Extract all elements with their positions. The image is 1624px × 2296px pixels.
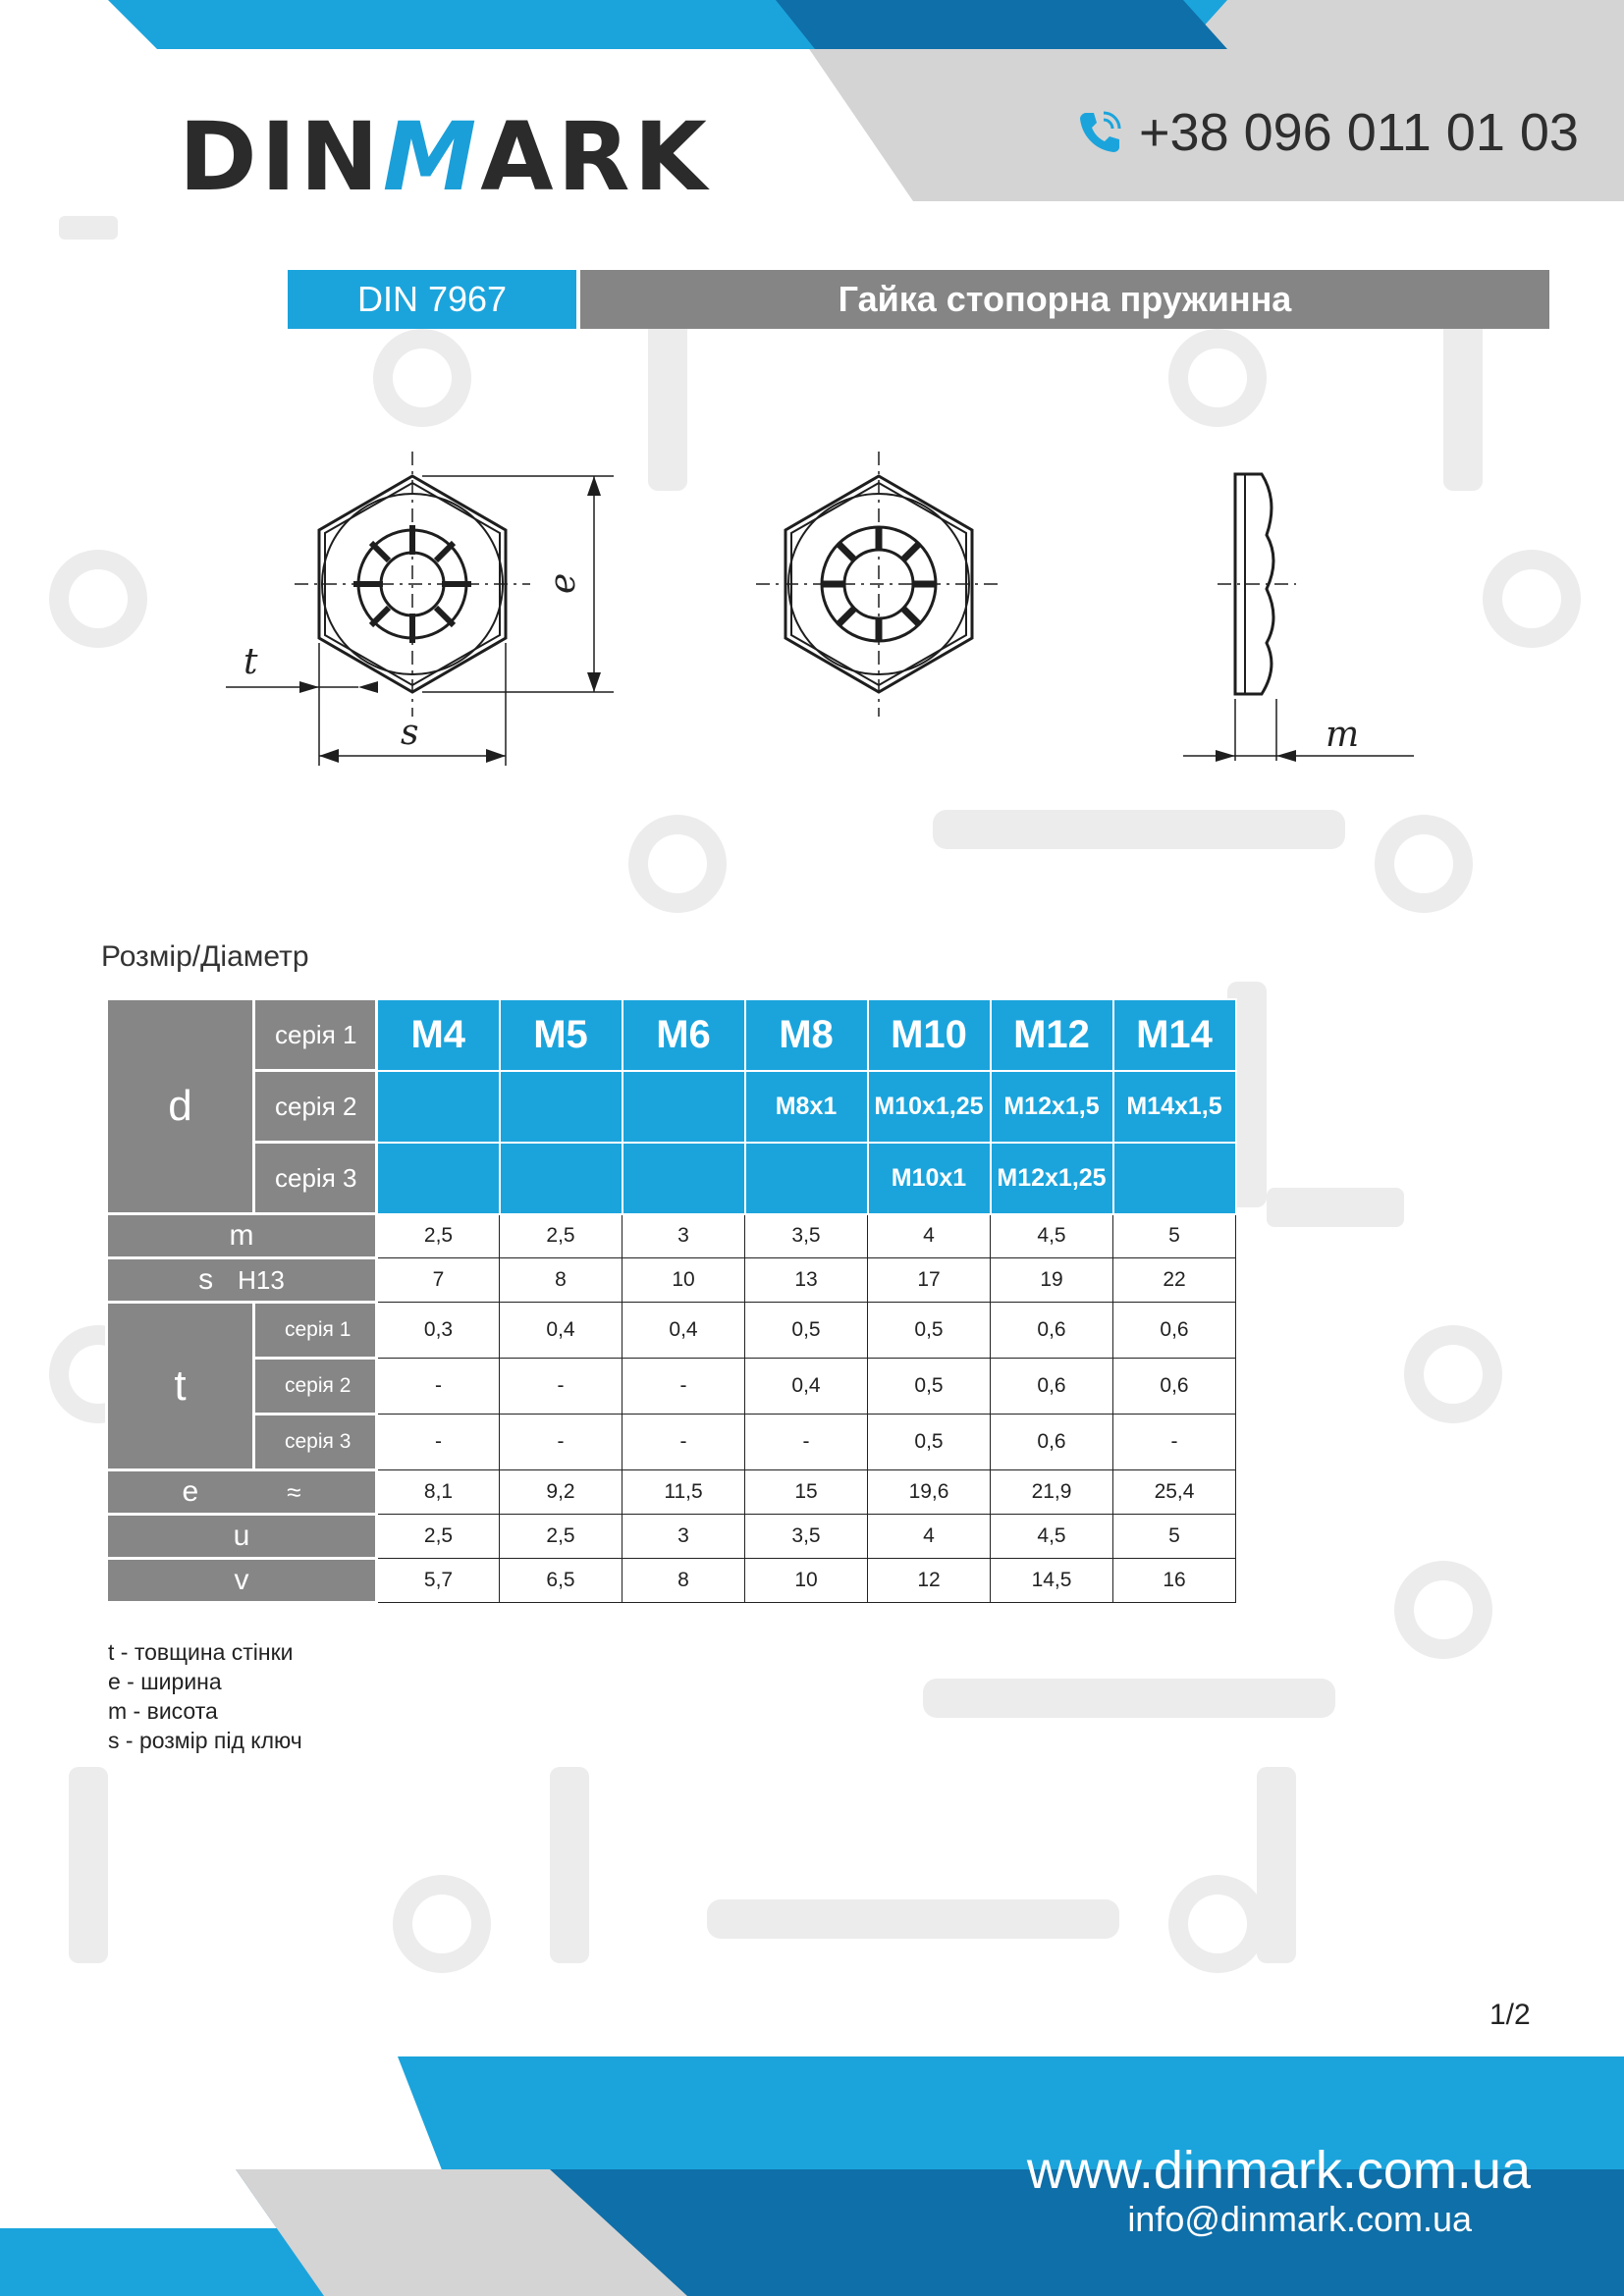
row-t1 <box>107 1303 1236 1359</box>
d-label: d <box>107 999 254 1214</box>
value-cell: 8 <box>500 1258 623 1303</box>
value-cell: 0,4 <box>500 1303 623 1359</box>
m-label: m <box>107 1214 377 1258</box>
value-cell: 3 <box>623 1515 745 1559</box>
row-v <box>107 1559 1236 1603</box>
size-cell: M6 <box>623 999 745 1071</box>
size-cell: M14x1,5 <box>1113 1071 1236 1143</box>
value-cell: 0,5 <box>868 1415 991 1470</box>
series-label: серія 1 <box>254 999 377 1071</box>
size-cell: M12 <box>991 999 1113 1071</box>
value-cell: 19 <box>991 1258 1113 1303</box>
size-cell <box>500 1143 623 1214</box>
u-label: u <box>107 1515 377 1559</box>
series-label: серія 3 <box>254 1143 377 1214</box>
size-cell: M10 <box>868 999 991 1071</box>
value-cell: 9,2 <box>500 1470 623 1515</box>
series-label: серія 3 <box>254 1415 377 1470</box>
value-cell: 0,5 <box>745 1303 868 1359</box>
row-m <box>107 1214 1236 1258</box>
e-label <box>107 1470 377 1515</box>
technical-drawing <box>0 442 1624 795</box>
size-cell: M10x1,25 <box>868 1071 991 1143</box>
row-series-1 <box>107 999 1236 1071</box>
value-cell: 10 <box>623 1258 745 1303</box>
value-cell: 5,7 <box>377 1559 500 1603</box>
website-link[interactable]: www.dinmark.com.ua <box>1026 2141 1531 2200</box>
value-cell: 13 <box>745 1258 868 1303</box>
series-label: серія 2 <box>254 1359 377 1415</box>
size-cell <box>745 1143 868 1214</box>
value-cell: 0,6 <box>991 1415 1113 1470</box>
logo-text-end: ARK <box>480 102 711 212</box>
legend-item: m - висота <box>108 1698 218 1724</box>
value-cell: - <box>745 1415 868 1470</box>
value-cell: 15 <box>745 1470 868 1515</box>
value-cell: 0,6 <box>1113 1359 1236 1415</box>
value-cell: 12 <box>868 1559 991 1603</box>
size-cell: M10x1 <box>868 1143 991 1214</box>
value-cell: 4 <box>868 1214 991 1258</box>
size-cell: M12x1,25 <box>991 1143 1113 1214</box>
row-u <box>107 1515 1236 1559</box>
row-series-3 <box>107 1143 1236 1214</box>
value-cell: 3 <box>623 1214 745 1258</box>
size-cell <box>623 1071 745 1143</box>
spec-table <box>105 997 1237 1604</box>
phone-number[interactable]: +38 096 011 01 03 <box>1139 103 1579 162</box>
dinmark-logo[interactable] <box>179 102 711 212</box>
size-diameter-label: Розмір/Діаметр <box>101 940 309 973</box>
size-cell <box>500 1071 623 1143</box>
size-cell: M12x1,5 <box>991 1071 1113 1143</box>
standard-code: DIN 7967 <box>288 270 576 329</box>
value-cell: 10 <box>745 1559 868 1603</box>
value-cell: 4 <box>868 1515 991 1559</box>
value-cell: 2,5 <box>377 1214 500 1258</box>
value-cell: 21,9 <box>991 1470 1113 1515</box>
phone-icon <box>1074 107 1125 158</box>
size-cell <box>623 1143 745 1214</box>
value-cell: 25,4 <box>1113 1470 1236 1515</box>
size-cell <box>377 1143 500 1214</box>
row-series-2 <box>107 1071 1236 1143</box>
s-tolerance: H13 <box>238 1265 285 1295</box>
legend-item: e - ширина <box>108 1669 222 1694</box>
legend-item: s - розмір під ключ <box>108 1728 302 1753</box>
series-label: серія 1 <box>254 1303 377 1359</box>
value-cell: 6,5 <box>500 1559 623 1603</box>
page-number: 1/2 <box>1489 1999 1531 2031</box>
value-cell: 14,5 <box>991 1559 1113 1603</box>
size-cell: M8 <box>745 999 868 1071</box>
row-t3 <box>107 1415 1236 1470</box>
size-cell <box>377 1071 500 1143</box>
series-label: серія 2 <box>254 1071 377 1143</box>
title-bar <box>288 270 1549 329</box>
value-cell: - <box>500 1415 623 1470</box>
value-cell: 4,5 <box>991 1214 1113 1258</box>
legend <box>108 1637 302 1755</box>
value-cell: - <box>1113 1415 1236 1470</box>
value-cell: 11,5 <box>623 1470 745 1515</box>
size-cell: M8x1 <box>745 1071 868 1143</box>
phone-contact[interactable] <box>1074 102 1579 163</box>
row-s <box>107 1258 1236 1303</box>
email-link[interactable]: info@dinmark.com.ua <box>1127 2199 1472 2239</box>
size-cell: M14 <box>1113 999 1236 1071</box>
value-cell: 2,5 <box>377 1515 500 1559</box>
e-approx-sign: ≈ <box>287 1477 301 1507</box>
drawing-label-s: s <box>401 713 419 753</box>
value-cell: 8 <box>623 1559 745 1603</box>
value-cell: 0,6 <box>1113 1303 1236 1359</box>
value-cell: 16 <box>1113 1559 1236 1603</box>
value-cell: 4,5 <box>991 1515 1113 1559</box>
value-cell: 5 <box>1113 1214 1236 1258</box>
value-cell: 3,5 <box>745 1214 868 1258</box>
product-name: Гайка стопорна пружинна <box>576 270 1549 329</box>
value-cell: 0,6 <box>991 1303 1113 1359</box>
value-cell: 5 <box>1113 1515 1236 1559</box>
drawing-label-e: e <box>543 572 583 594</box>
logo-text-start: DIN <box>179 102 383 212</box>
value-cell: 0,4 <box>745 1359 868 1415</box>
value-cell: 0,5 <box>868 1303 991 1359</box>
value-cell: - <box>500 1359 623 1415</box>
e-symbol: e <box>182 1475 199 1508</box>
value-cell: 8,1 <box>377 1470 500 1515</box>
t-label: t <box>107 1303 254 1470</box>
value-cell: 0,3 <box>377 1303 500 1359</box>
value-cell: 3,5 <box>745 1515 868 1559</box>
value-cell: 0,6 <box>991 1359 1113 1415</box>
value-cell: 7 <box>377 1258 500 1303</box>
value-cell: - <box>623 1359 745 1415</box>
value-cell: 2,5 <box>500 1214 623 1258</box>
drawing-label-t: t <box>244 642 258 682</box>
value-cell: 19,6 <box>868 1470 991 1515</box>
s-label <box>107 1258 377 1303</box>
size-cell: M5 <box>500 999 623 1071</box>
row-e <box>107 1470 1236 1515</box>
value-cell: 17 <box>868 1258 991 1303</box>
value-cell: - <box>623 1415 745 1470</box>
drawing-label-m: m <box>1326 715 1360 755</box>
legend-item: t - товщина стінки <box>108 1639 294 1665</box>
s-symbol: s <box>198 1263 214 1296</box>
value-cell: 2,5 <box>500 1515 623 1559</box>
value-cell: - <box>377 1415 500 1470</box>
size-cell: M4 <box>377 999 500 1071</box>
value-cell: 0,4 <box>623 1303 745 1359</box>
row-t2 <box>107 1359 1236 1415</box>
size-cell <box>1113 1143 1236 1214</box>
v-label: v <box>107 1559 377 1603</box>
value-cell: - <box>377 1359 500 1415</box>
value-cell: 0,5 <box>868 1359 991 1415</box>
value-cell: 22 <box>1113 1258 1236 1303</box>
logo-text-accent: M <box>382 102 481 212</box>
